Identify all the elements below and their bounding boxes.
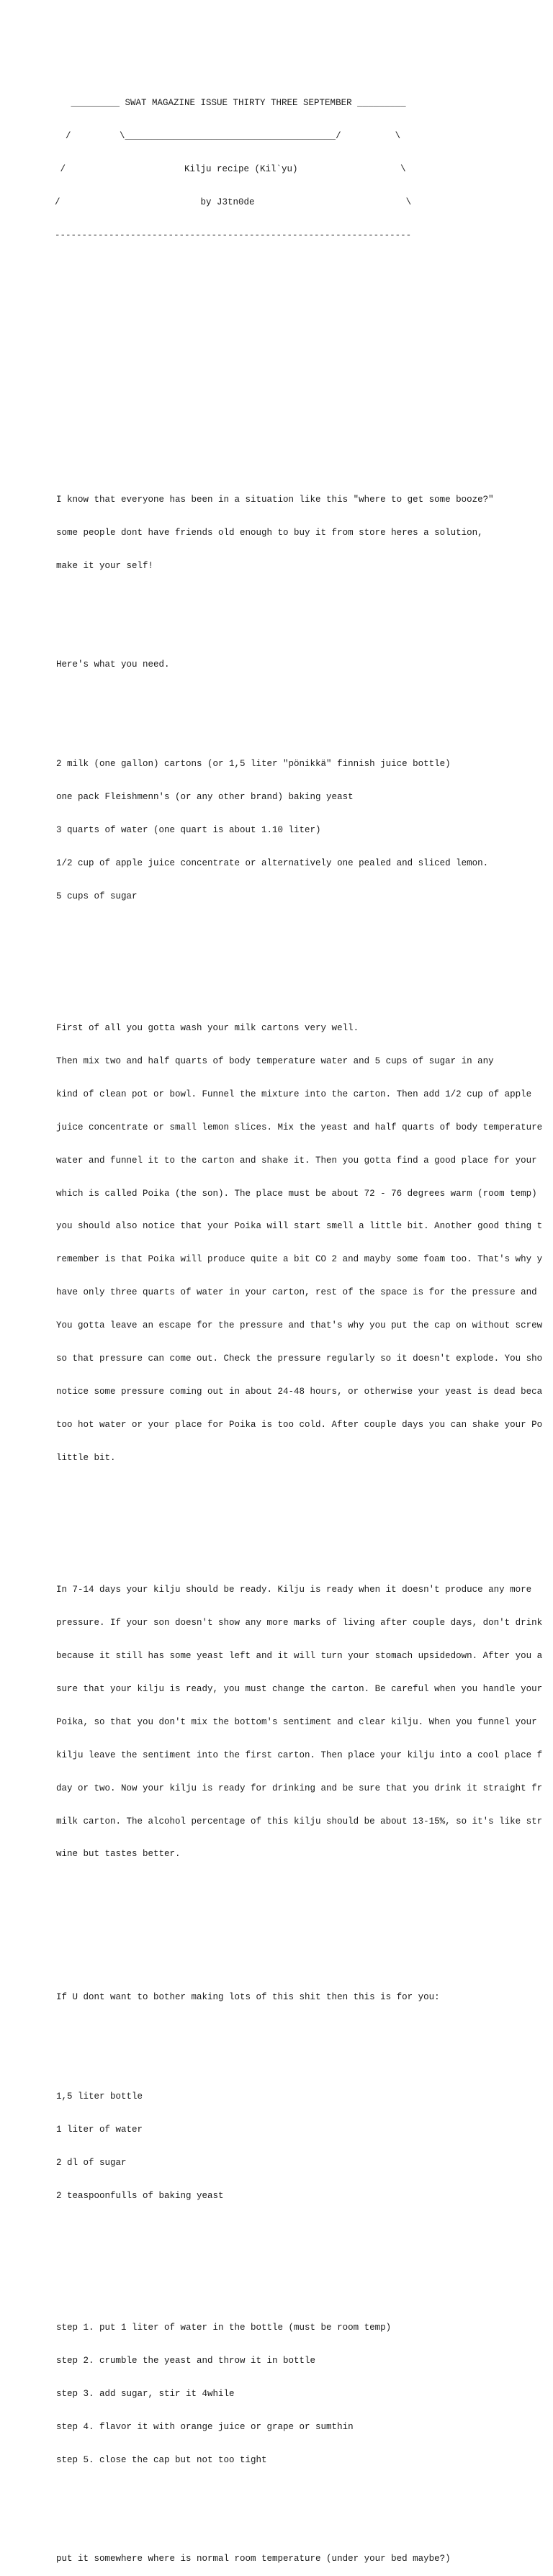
ingredient-item: 1/2 cup of apple juice concentrate or alternatively one pealed and sliced lemon. — [56, 857, 489, 868]
intro-paragraph — [56, 472, 553, 593]
instructions-line: juice concentrate or small lemon slices. Mix the yeast and half quarts of body temperature — [56, 1122, 543, 1132]
step-item: step 4. flavor it with orange juice or grape or sumthin — [56, 2421, 354, 2432]
instructions-line: too hot water or your place for Poika is too cold. After couple days you can shake your Po — [56, 1419, 543, 1430]
ascii-header-banner — [55, 76, 553, 264]
intro-line: some people dont have friends old enough to buy it from store heres a solution, — [56, 527, 483, 538]
ready-line: Poika, so that you don't mix the bottom's sentiment and clear kilju. When you funnel your — [56, 1716, 537, 1727]
instructions-line: notice some pressure coming out in about 24-48 hours, or otherwise your yeast is dead beca — [56, 1386, 543, 1397]
ingredient-item: 2 milk (one gallon) cartons (or 1,5 liter "pönikkä" finnish juice bottle) — [56, 759, 451, 769]
alternative-ingredient-item: 2 dl of sugar — [56, 2157, 127, 2168]
instructions-line: You gotta leave an escape for the pressure and that's why you put the cap on without screw — [56, 1320, 543, 1331]
instructions-line: remember is that Poika will produce quite a bit CO 2 and mayby some foam too. That's why y — [56, 1254, 543, 1265]
header-rule: ------------------------------------------------------------------ — [55, 230, 412, 240]
alternative-ingredient-item: 1 liter of water — [56, 2124, 143, 2135]
instructions-line: little bit. — [56, 1452, 116, 1463]
instructions-line: First of all you gotta wash your milk cartons very well. — [56, 1023, 359, 1034]
instructions-line: which is called Poika (the son). The place must be about 72 - 76 degrees warm (room temp) — [56, 1188, 537, 1199]
ready-line: In 7-14 days your kilju should be ready. Kilju is ready when it doesn't produce any more — [56, 1585, 532, 1595]
ready-line: pressure. If your son doesn't show any more marks of living after couple days, don't drink — [56, 1618, 543, 1629]
instructions-line: so that pressure can come out. Check the pressure regularly so it doesn't explode. You sho — [56, 1354, 543, 1364]
intro-line: I know that everyone has been in a situation like this "where to get some booze?" — [56, 494, 494, 505]
instructions-paragraph — [56, 1001, 553, 1486]
alternative-ingredient-item: 1,5 liter bottle — [56, 2091, 143, 2102]
ingredients-list — [56, 737, 553, 924]
step-item: step 5. close the cap but not too tight — [56, 2454, 267, 2465]
document-page — [56, 54, 553, 2576]
ready-line: milk carton. The alcohol percentage of this kilju should be about 13-15%, so it's like str — [56, 1816, 543, 1827]
need-heading: Here's what you need. — [56, 659, 170, 670]
instructions-line: Then mix two and half quarts of body temperature water and 5 cups of sugar in any — [56, 1056, 494, 1067]
instructions-line: you should also notice that your Poika will start smell a little bit. Another good thing t — [56, 1221, 543, 1232]
ingredient-item: 3 quarts of water (one quart is about 1.10 liter) — [56, 824, 321, 835]
ingredient-item: one pack Fleishmenn's (or any other brand) baking yeast — [56, 791, 354, 802]
step-item: step 2. crumble the yeast and throw it in bottle — [56, 2356, 316, 2366]
author-line: / by J3tn0de \ — [55, 197, 412, 207]
alternative-ingredient-item: 2 teaspoonfulls of baking yeast — [56, 2190, 224, 2201]
instructions-line: kind of clean pot or bowl. Funnel the mixture into the carton. Then add 1/2 cup of apple — [56, 1089, 532, 1099]
ready-line: day or two. Now your kilju is ready for drinking and be sure that you drink it straight fr — [56, 1783, 543, 1793]
alternative-intro: If U dont want to bother making lots of this shit then this is for you: — [56, 1992, 440, 2003]
instructions-line: water and funnel it to the carton and shake it. Then you gotta find a good place for your — [56, 1155, 537, 1166]
step-item: step 3. add sugar, stir it 4while — [56, 2388, 235, 2399]
alternative-ingredients-list — [56, 2069, 553, 2223]
ready-paragraph — [56, 1563, 553, 1883]
header-title-line: _________ SWAT MAGAZINE ISSUE THIRTY THREE SEPTEMBER _________ — [55, 98, 406, 109]
header-frame-line: / \_______________________________________/ \ — [55, 131, 401, 142]
ingredient-item: 5 cups of sugar — [56, 891, 138, 901]
ready-line: wine but tastes better. — [56, 1849, 181, 1860]
ready-line: because it still has some yeast left and it will turn your stomach upsidedown. After you a — [56, 1651, 543, 1662]
step-item: step 1. put 1 liter of water in the bottle (must be room temp) — [56, 2323, 392, 2333]
ready-line: sure that your kilju is ready, you must change the carton. Be careful when you handle your — [56, 1683, 543, 1694]
final-note: put it somewhere where is normal room temperature (under your bed maybe?) — [56, 2554, 451, 2564]
recipe-title-line: / Kilju recipe (Kil`yu) \ — [55, 163, 406, 174]
ready-line: kilju leave the sentiment into the first carton. Then place your kilju into a cool place f — [56, 1749, 543, 1760]
intro-line: make it your self! — [56, 560, 154, 571]
instructions-line: have only three quarts of water in your carton, rest of the space is for the pressure and — [56, 1287, 537, 1298]
steps-list — [56, 2301, 553, 2488]
